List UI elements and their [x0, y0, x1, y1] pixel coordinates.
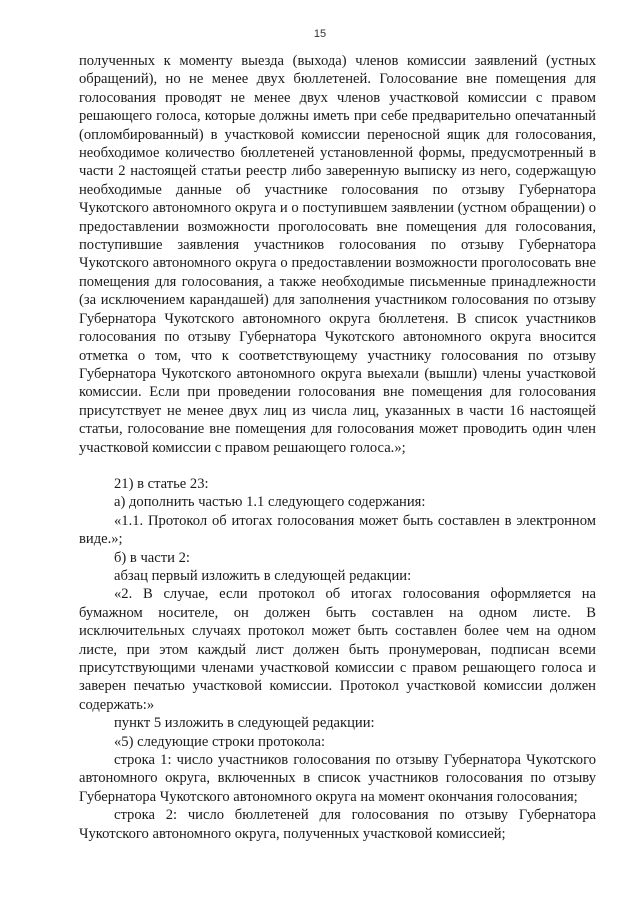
paragraph-instruction-point-5: пункт 5 изложить в следующей редакции: [114, 715, 375, 732]
paragraph-gap [79, 457, 596, 475]
paragraph-continuation: полученных к моменту выезда (выхода) членов комиссии заявлений (устных обращений), но не менее двух бюллетеней. Голосование вне помещения для голосования проводят не менее двух членов участковой комиссии с правом решающего голоса, которые должны иметь при себе предварительно опечатанный (опломбированный) в участковой комиссии переносной ящик для голосования, необходимое количество бюллетеней установленной формы, предусмотренный в части 2 настоящей статьи реестр либо заверенную выписку из него, содержащую необходимые данные об участнике голосования по отзыву Губернатора Чукотского автономного округа и о поступившем заявлении (устном обращении) о предоставлении возможности проголосовать вне помещения для голосования, поступившие заявления участников голосования по отзыву Губернатора Чукотского автономного округа о предоставлении возможности проголосовать вне помещения для голосования, а также необходимые письменные принадлежности (за исключением карандашей) для заполнения участником голосования по отзыву Губернатора Чукотского автономного округа бюллетеня. В список участников голосования по отзыву Губернатора Чукотского автономного округа вносится отметка о том, что к соответствующему участнику голосования по отзыву Губернатора Чукотского автономного округа выехали (вышли) члены участковой комиссии. Если при проведении голосования вне помещения для голосования присутствует не менее двух лиц из числа лиц, указанных в части 16 настоящей статьи, голосование вне помещения для голосования может проводить один член участковой комиссии с правом решающего голоса.»; [79, 53, 596, 456]
paragraph-instruction: абзац первый изложить в следующей редакции: [114, 567, 412, 584]
paragraph-quote-2: «2. В случае, если протокол об итогах голосования оформляется на бумажном носителе, он должен быть составлен на одном листе. В исключительных случаях протокол может быть составлен более чем на одном листе, при этом каждый лист должен быть пронумерован, подписан всеми присутствующими членами участковой комиссии с правом решающего голоса и заверен печатью участковой комиссии. Протокол участковой комиссии должен содержать:» [79, 586, 596, 713]
paragraph-subitem-a: а) дополнить частью 1.1 следующего содержания: [114, 494, 426, 511]
paragraph-row-2: строка 2: число бюллетеней для голосования по отзыву Губернатора Чукотского автономного округа, полученных участковой комиссией; [79, 807, 596, 842]
paragraph-quote-5: «5) следующие строки протокола: [114, 733, 326, 750]
document-body [79, 52, 596, 843]
paragraph-quote-1-1: «1.1. Протокол об итогах голосования может быть составлен в электронном виде.»; [79, 512, 596, 548]
page-number: 15 [313, 28, 327, 40]
paragraph-item-21: 21) в статье 23: [114, 475, 209, 492]
paragraph-row-1: строка 1: число участников голосования по отзыву Губернатора Чукотского автономного округа, включенных в список участников голосования по отзыву Губернатора Чукотского автономного округа на момент окончания голосования; [79, 752, 596, 805]
paragraph-subitem-b: б) в части 2: [114, 549, 190, 566]
